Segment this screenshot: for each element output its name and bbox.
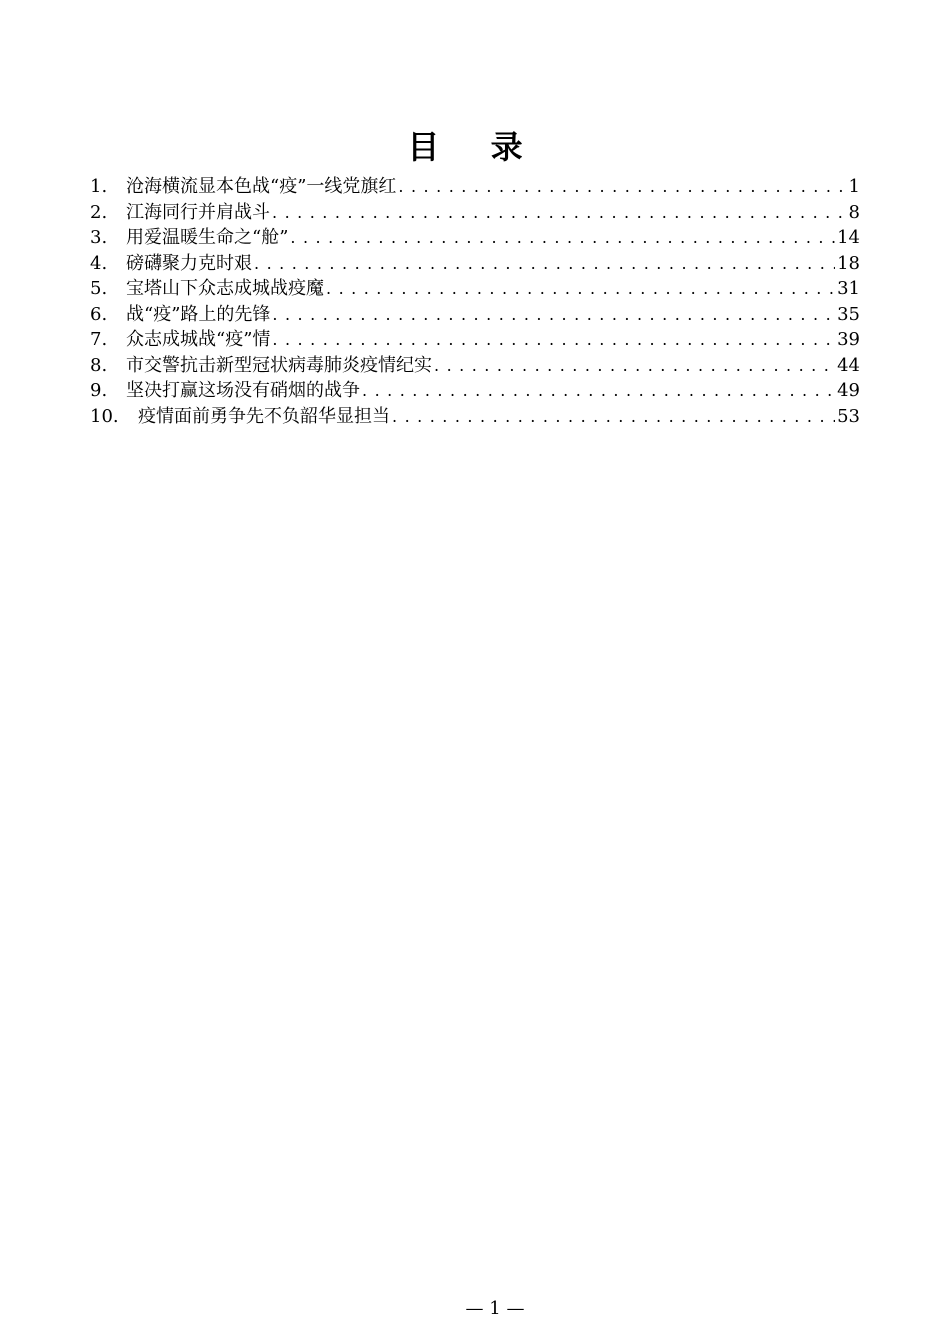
toc-entry-page: 18 [837,252,860,274]
toc-entry-title: 磅礴聚力克时艰 [126,252,252,274]
toc-entry[interactable] [90,276,860,302]
toc-entry-number: 6. [90,303,108,325]
toc-entry-title: 市交警抗击新型冠状病毒肺炎疫情纪实 [126,354,432,376]
toc-entry-title: 疫情面前勇争先不负韶华显担当 [138,405,390,427]
toc-leader-dots [362,378,835,404]
toc-leader-dots [434,353,835,379]
toc-entry-number: 2. [90,201,108,223]
toc-entry-title: 众志成城战“疫”情 [126,329,271,350]
toc-entry-number: 9. [90,380,108,401]
toc-leader-dots [290,225,835,251]
toc-entry[interactable] [90,251,860,277]
toc-entry-number: 8. [90,354,108,376]
toc-entry-number: 10. [90,405,119,427]
toc-entry[interactable] [90,225,860,251]
toc-entry[interactable] [90,302,860,328]
toc-title: 目 录 [407,128,543,166]
toc-entry[interactable] [90,378,860,404]
toc-entry-page: 49 [837,380,860,401]
toc-entry-page: 31 [837,278,860,299]
toc-entry-number: 5. [90,278,108,299]
toc-entry[interactable] [90,174,860,200]
toc-leader-dots [272,302,835,328]
toc-entry-number: 3. [90,227,108,248]
toc-entry-title: 沧海横流显本色战“疫”一线党旗红 [126,176,397,197]
toc-entry-page: 44 [837,354,860,376]
toc-entry-title: 江海同行并肩战斗 [126,201,270,223]
toc-leader-dots [392,404,835,430]
toc-entry-title: 坚决打赢这场没有硝烟的战争 [126,380,360,401]
toc-entry[interactable] [90,353,860,379]
toc-entry[interactable] [90,327,860,353]
toc-entry-title: 宝塔山下众志成城战疫魔 [126,278,324,299]
toc-entry[interactable] [90,200,860,226]
toc-entry-page: 35 [837,303,860,325]
toc-leader-dots [326,276,835,302]
toc-entry-title: 战“疫”路上的先锋 [126,303,271,325]
toc-entry-number: 4. [90,252,108,274]
toc-entry-page: 8 [848,201,860,223]
toc-entry-page: 1 [848,176,860,197]
table-of-contents [90,174,860,429]
toc-entry-page: 53 [837,405,860,427]
toc-entry-number: 1. [90,176,108,197]
toc-leader-dots [272,200,847,226]
toc-leader-dots [398,174,846,200]
toc-leader-dots [254,251,835,277]
toc-entry-page: 14 [837,227,860,248]
toc-leader-dots [272,327,835,353]
toc-entry-title: 用爱温暖生命之“舱” [126,227,289,248]
page-number-footer: — 1 — [465,1298,525,1319]
toc-entry[interactable] [90,404,860,430]
toc-entry-page: 39 [837,329,860,350]
toc-entry-number: 7. [90,329,108,350]
